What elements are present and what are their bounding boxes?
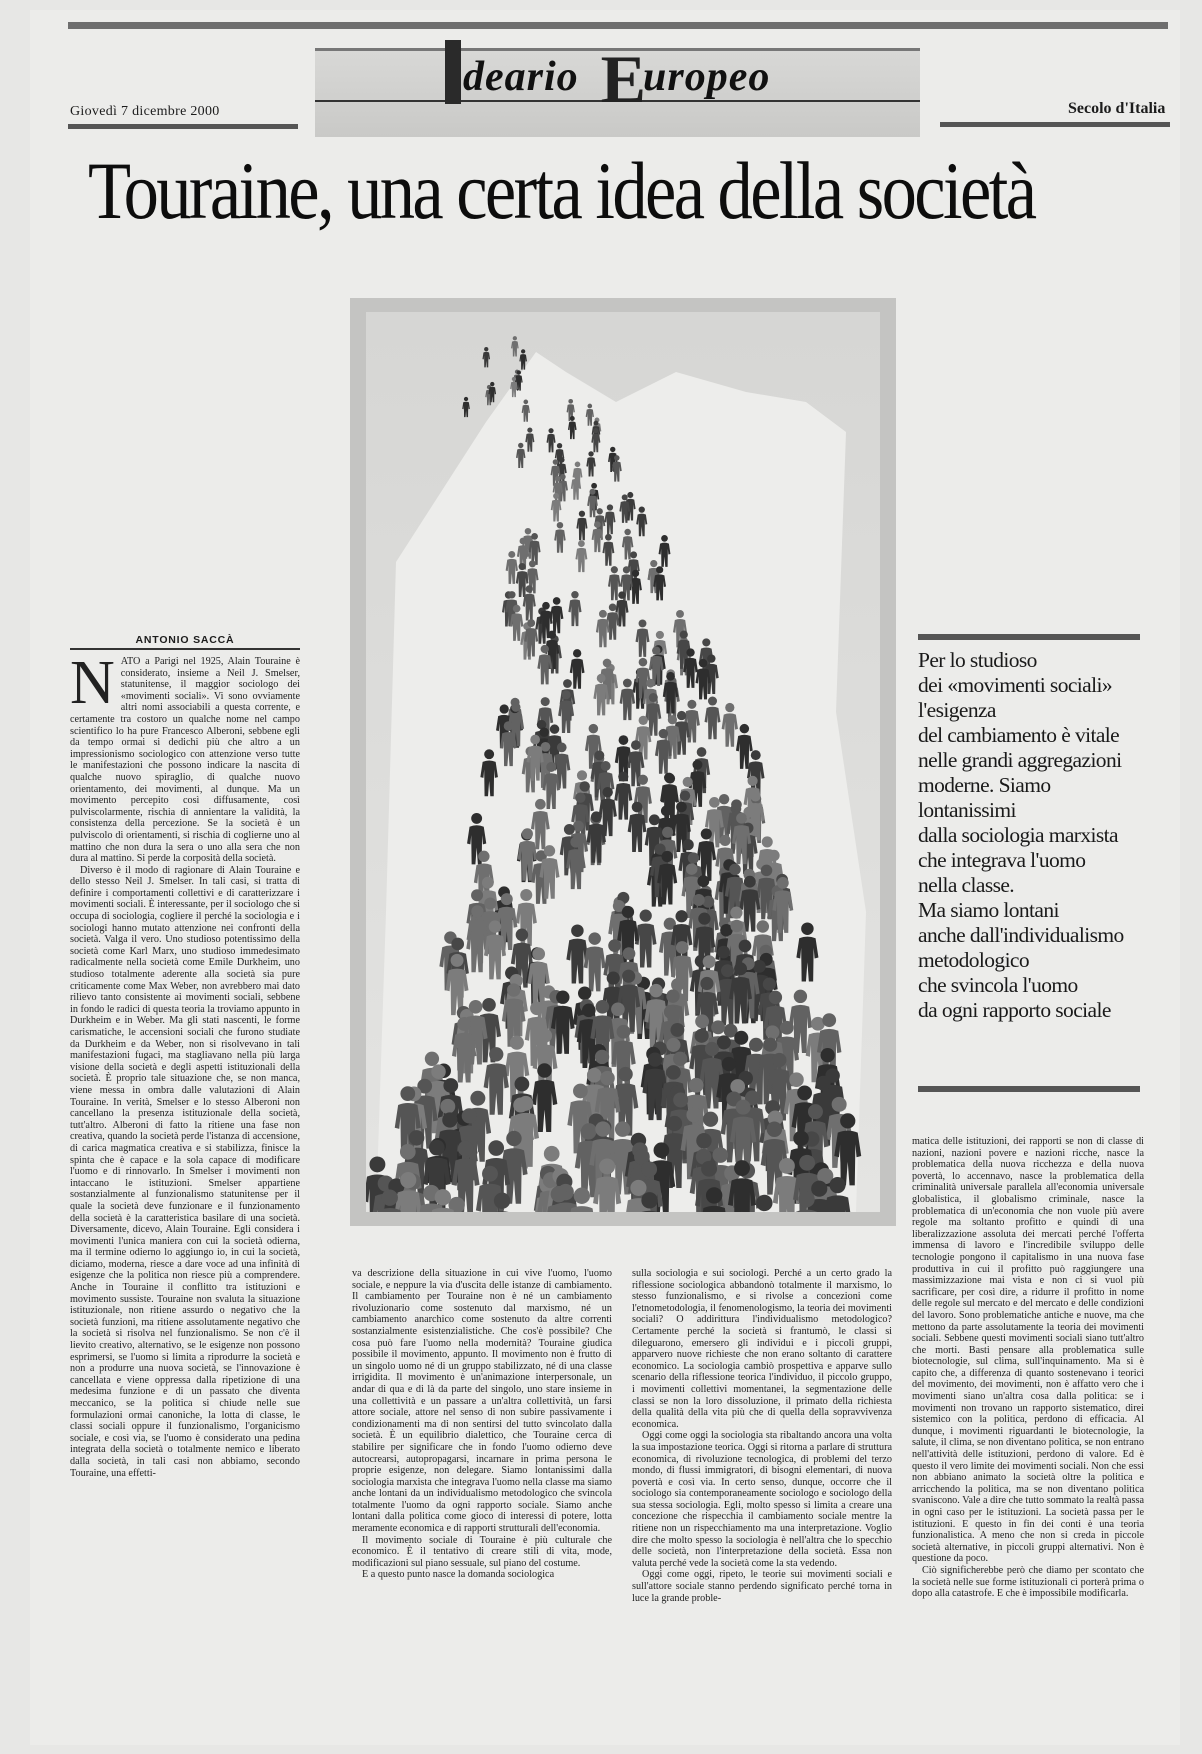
article-paragraph: sulla sociologia e sui sociologi. Perché a un certo grado la riflessione sociologica abbandonò totalmente il marxismo, lo stesso funzionalismo, e si rivolse a concezioni come l'etnometodologia, il fenomenologismo, la teoria dei movimenti sociali? O addirittura l'individualismo metodologico? Certamente perché la società si frantumò, le classi si dileguarono, emersero gli individui e i piccoli gruppi, apparvero nuove richieste che non erano soltanto di carattere economico. La sociologia cambiò prospettiva e apparve sullo scenario della riflessione teorica l'individuo, il piccolo gruppo, i movimenti collettivi momentanei, la segmentazione delle classi se non la loro dissoluzione, il primato della richiesta della qualità della vita più che di quella della sopravvivenza economica.	[632, 1268, 892, 1430]
pull-quote-line: anche dall'individualismo	[918, 923, 1124, 947]
headline: Touraine, una certa idea della società	[88, 145, 1035, 236]
pull-quote-line: dei «movimenti sociali»	[918, 673, 1112, 697]
dateline: Giovedì 7 dicembre 2000	[70, 104, 220, 119]
pull-quote-line: dalla sociologia marxista	[918, 823, 1118, 847]
article-paragraph: Oggi come oggi la sociologia sta ribaltando ancora una volta la sua impostazione teorica. Oggi si ritorna a parlare di struttura economica, di rivoluzione tecnologica, di problemi del terzo mondo, di flussi immigratori, di bisogni elementari, di nuova povertà e così via. In certo senso, dunque, occorre che il sociologo sia contemporaneamente sociologo e sociologo della sua stessa sociologia. Egli, molto spesso si limita a creare una concezione che rispecchia il cambiamento sociale mentre la ritiene non un rispecchiamento ma una interpretazione. Voglio dire che molto spesso la sociologia è nell'altra che lo specchio delle società, non l'interpretazione della società. Essa non valuta perché vede la società come la sta vedendo.	[632, 1430, 892, 1569]
article-column-1	[70, 656, 300, 1738]
article-column-2	[352, 1268, 612, 1738]
masthead-letter-i	[445, 40, 461, 104]
article-paragraph: E a questo punto nasce la domanda sociologica	[362, 1569, 555, 1581]
pull-quote	[918, 648, 1150, 1023]
pull-quote-line: l'esigenza	[918, 698, 996, 722]
pull-quote-line: del cambiamento è vitale	[918, 723, 1120, 747]
section-masthead	[445, 40, 770, 119]
masthead-word-1: deario	[463, 54, 579, 100]
newspaper-name-rule	[940, 122, 1170, 127]
article-paragraph: Ciò significherebbe però che diamo per scontato che la società nelle sue forme istituzionali ci porterà prima o dopo alla catastrofe. E che è impossibile modificarla.	[912, 1564, 1144, 1600]
pull-quote-line: nelle grandi aggregazioni	[918, 748, 1122, 772]
pull-quote-line: metodologico	[918, 948, 1030, 972]
pull-quote-line: da ogni rapporto sociale	[918, 998, 1111, 1022]
pull-quote-line: che integrava l'uomo	[918, 848, 1086, 872]
pull-quote-rule-top	[918, 634, 1140, 640]
article-paragraph: Diverso è il modo di ragionare di Alain Touraine e dello stesso Neil J. Smelser. In tali casi, si tratta di definire i comportamenti collettivi e di caratterizzare i movimenti sociali. È interessante, per il sociologo che si occupa di sociologia, cogliere il perché la sociologia e i sociologi hanno mutato attenzione nei confronti della società. Valga il vero. Uno studioso potentissimo della società come Karl Marx, uno studioso immedesimato radicalmente nella società come Emile Durkheim, uno studioso totalmente aderente alla società sia pure criticamente come Max Weber, non avrebbero mai dato rilievo tanto consistente ai movimenti sociali, sebbene in fondo le radici di questa teoria la troviamo appunto in Durkheim e in Weber. Ma gli stati nascenti, le forme carismatiche, le accensioni sociali che furono studiate da Durkheim e da Weber, non si risolvevano in tali manifestazioni fugaci, ma stagliavano nella più larga visione della società e degli aspetti istituzionali della società. È proprio tale situazione che, se non manca, viene messa in ombra dalle valutazioni di Alain Touraine. In verità, Smelser e lo stesso Alberoni non cancellano la presenza istituzionale della società, tutt'altro. Alberoni di fatto la ritiene una fase non creativa, quando la società perde l'istanza di accensione, di carica magmatica creativa e si stabilizza, finisce la spinta che è capace e la sola capace di modificare l'uomo e di rinnovarlo. In Smelser i movimenti non intaccano le istituzioni. Smelser appartiene sostanzialmente al funzionalismo statunitense per il quale la società deve funzionare e il funzionamento della società è la caratteristica basilare di una società. Diversamente, dicevo, Alain Touraine. Egli considera i movimenti l'unica maniera con cui la società odierna, ma il termine odierno lo aggiungo io, in cui la società, diciamo, moderna, riesce a dare voce ad una infinità di esigenze che la politica non riesce più a comprendere. Anche in Touraine il conflitto tra istituzioni e movimento sussiste. Touraine non svaluta la situazione istituzionale, non ritiene assurdo o negativo che la società funzioni, ma ritiene assolutamente negativo che la società si risolva nel funzionalismo. Se non c'è il lievito creativo, alternativo, se le esigenze non possono esprimersi, se l'uomo si limita a riprodurre la società e non a produrre una nuova società, se l'innovazione è cancellata e viene oppressa dalla ripetizione di una medesima funzione e di un passato che diventa meccanico, se la politica si chiude nelle sue formulazioni ormai canoniche, la lotta di classe, le classi sociali oppure il funzionalismo, l'organicismo sociale, e così via, se l'uomo è considerato una pedina integrata della società o totalmente nemico e liberato dalla società, in tali casi non abbiamo, secondo Touraine, una effetti-	[70, 864, 300, 1479]
article-paragraph: Il movimento sociale di Touraine è più culturale che economico. È il tentativo di creare stili di vita, mode, modificazioni sul piano sessuale, sul piano del costume.	[352, 1534, 612, 1569]
dateline-rule	[68, 124, 298, 129]
article-column-3	[632, 1268, 892, 1738]
top-rule	[68, 22, 1168, 29]
pull-quote-line: nella classe.	[918, 873, 1015, 897]
article-column-4	[912, 1136, 1144, 1738]
pull-quote-rule-bottom	[918, 1086, 1140, 1092]
drop-cap: N	[70, 656, 115, 717]
masthead-word-2: uropeo	[643, 54, 771, 100]
pull-quote-line: Per lo studioso	[918, 648, 1037, 672]
byline-rule	[70, 648, 300, 650]
crowd-illustration	[366, 312, 880, 1212]
pull-quote-line: che svincola l'uomo	[918, 973, 1078, 997]
newspaper-name: Secolo d'Italia	[1068, 100, 1166, 117]
pull-quote-line: lontanissimi	[918, 798, 1016, 822]
byline: ANTONIO SACCÀ	[135, 634, 235, 646]
pull-quote-line: Ma siamo lontani	[918, 898, 1059, 922]
article-paragraph: Oggi come oggi, ripeto, le teorie sui movimenti sociali e sull'attore sociale stanno perdendo significato perché torna in luce la grande proble-	[632, 1569, 892, 1604]
pull-quote-line: moderne. Siamo	[918, 773, 1051, 797]
article-paragraph: matica delle istituzioni, dei rapporti se non di classe di nazioni, nazioni povere e nazioni ricche, nasce la problematica della nuova ricchezza e della nuova povertà, lo accennavo, nasce la problematica della criminalità universale parallela all'economia universale globalistica, il globalismo criminale, nasce la problematica di un'economia che non vuole più avere regole ma soltanto profitto e quindi di una liberalizzazione assoluta dei mercati perché l'offerta immensa di lavoro e l'incredibile sviluppo delle tecnologie pongono il capitalismo in una nuova fase produttiva in cui il profitto può raggiungere una massimizzazione mai vista e non ci si vuol più sacrificare, per così dire, a ridurre il profitto in nome delle regole sul mercato e del mercato e delle condizioni del lavoro. Sono problematiche antiche e nuove, ma che mettono da parte assolutamente la teoria dei movimenti sociali. Sebbene questi movimenti sociali siano tutt'altro che morti. Basti pensare alla problematica sulle biotecnologie, sul clima, sull'inquinamento. Ma si è capito che, a differenza di quanto sostenevano i teorici del movimento, dei movimenti, non è affatto vero che i movimenti siano un'altra cosa dalla politica: se i movimenti non trovano un rapporto sistematico, direi sistemico con la politica, perdono di efficacia. Al dunque, i movimenti riguardanti le biotecnologie, la salute, il clima, se non diventano politica, se non entrano nell'attività delle istituzioni, perdono di valore. Ed è questo il vero limite dei movimenti sociali. Non che essi non abbiano animato la società oltre la politica e arricchendo la politica, ma se non diventano politica svaniscono. Vale a dire che tutto sommato la realtà passa in ogni caso per le istituzioni. La società passa per le istituzioni. E questo in fin dei conti è una teoria funzionalistica. A meno che non si creda in piccole società alternative, in piccoli gruppi alternativi. Non è questione da poco.	[912, 1136, 1144, 1565]
masthead-letter-e: E	[600, 41, 648, 117]
article-paragraph: ATO a Parigi nel 1925, Alain Touraine è considerato, insieme a Neil J. Smelser, statunitense, il maggior sociologo dei «movimenti sociali». Vi sono ovviamente altri nomi associabili a questa corrente, e certamente tra costoro un qualche nome nel campo scientifico lo ha pure Francesco Alberoni, sebbene egli da tempo ormai si dedichi più che altro a un impressionismo sociologico con attenzione verso tutte le manifestazioni che possono indicare la nascita di qualche nuovo spiraglio, di qualche nuovo orientamento, dei movimenti, al dunque. Ma un movimento percepito così diffusamente, così pulviscolarmente, rischia di annientare la validità, la consistenza della percezione. Se la società è un pulviscolo di orientamenti, si rischia di coglierne uno al mattino che non dura la sera o uno alla sera che non dura al mattino. Si perde la corposità della società.	[70, 656, 300, 865]
article-paragraph: va descrizione della situazione in cui vive l'uomo, l'uomo sociale, e neppure la via d'uscita delle istanze di cambiamento. Il cambiamento per Touraine non è né un cambiamento rivoluzionario come sostenuto dal marxismo, né un cambiamento anarchico come sostenuto da altre correnti sostanzialmente esistenzialistiche. Che cos'è possibile? Che cosa può fare l'uomo nella modernità? Touraine giudica possibile il movimento, appunto. Il movimento non è frutto di un singolo uomo né di un gruppo stabilizzato, né di una classe irrigidita. Il movimento è un'animazione interpersonale, un andar di qua e di là da parte del singolo, uno stare insieme in una collettività e un passare a un'altra collettività, un farsi attore sociale, attore nel senso di non subire passivamente i condizionamenti ma di non sentirsi del tutto svincolato dalla società. È un equilibrio dialettico, che Touraine cerca di stabilire per significare che in fondo l'uomo odierno deve autocrearsi, autopropagarsi, incarnare in prima persona le proprie esigenze, non delegare. Siamo lontanissimi dalla sociologia marxista che integrava l'uomo nella classe ma siamo anche lontani da un individualismo metodologico che svincola totalmente l'uomo da ogni rapporto sociale. Siamo anche lontani dalla politica come gioco di interessi di potere, lotta meramente economica e di rapporti strutturali dell'economia.	[352, 1268, 612, 1535]
